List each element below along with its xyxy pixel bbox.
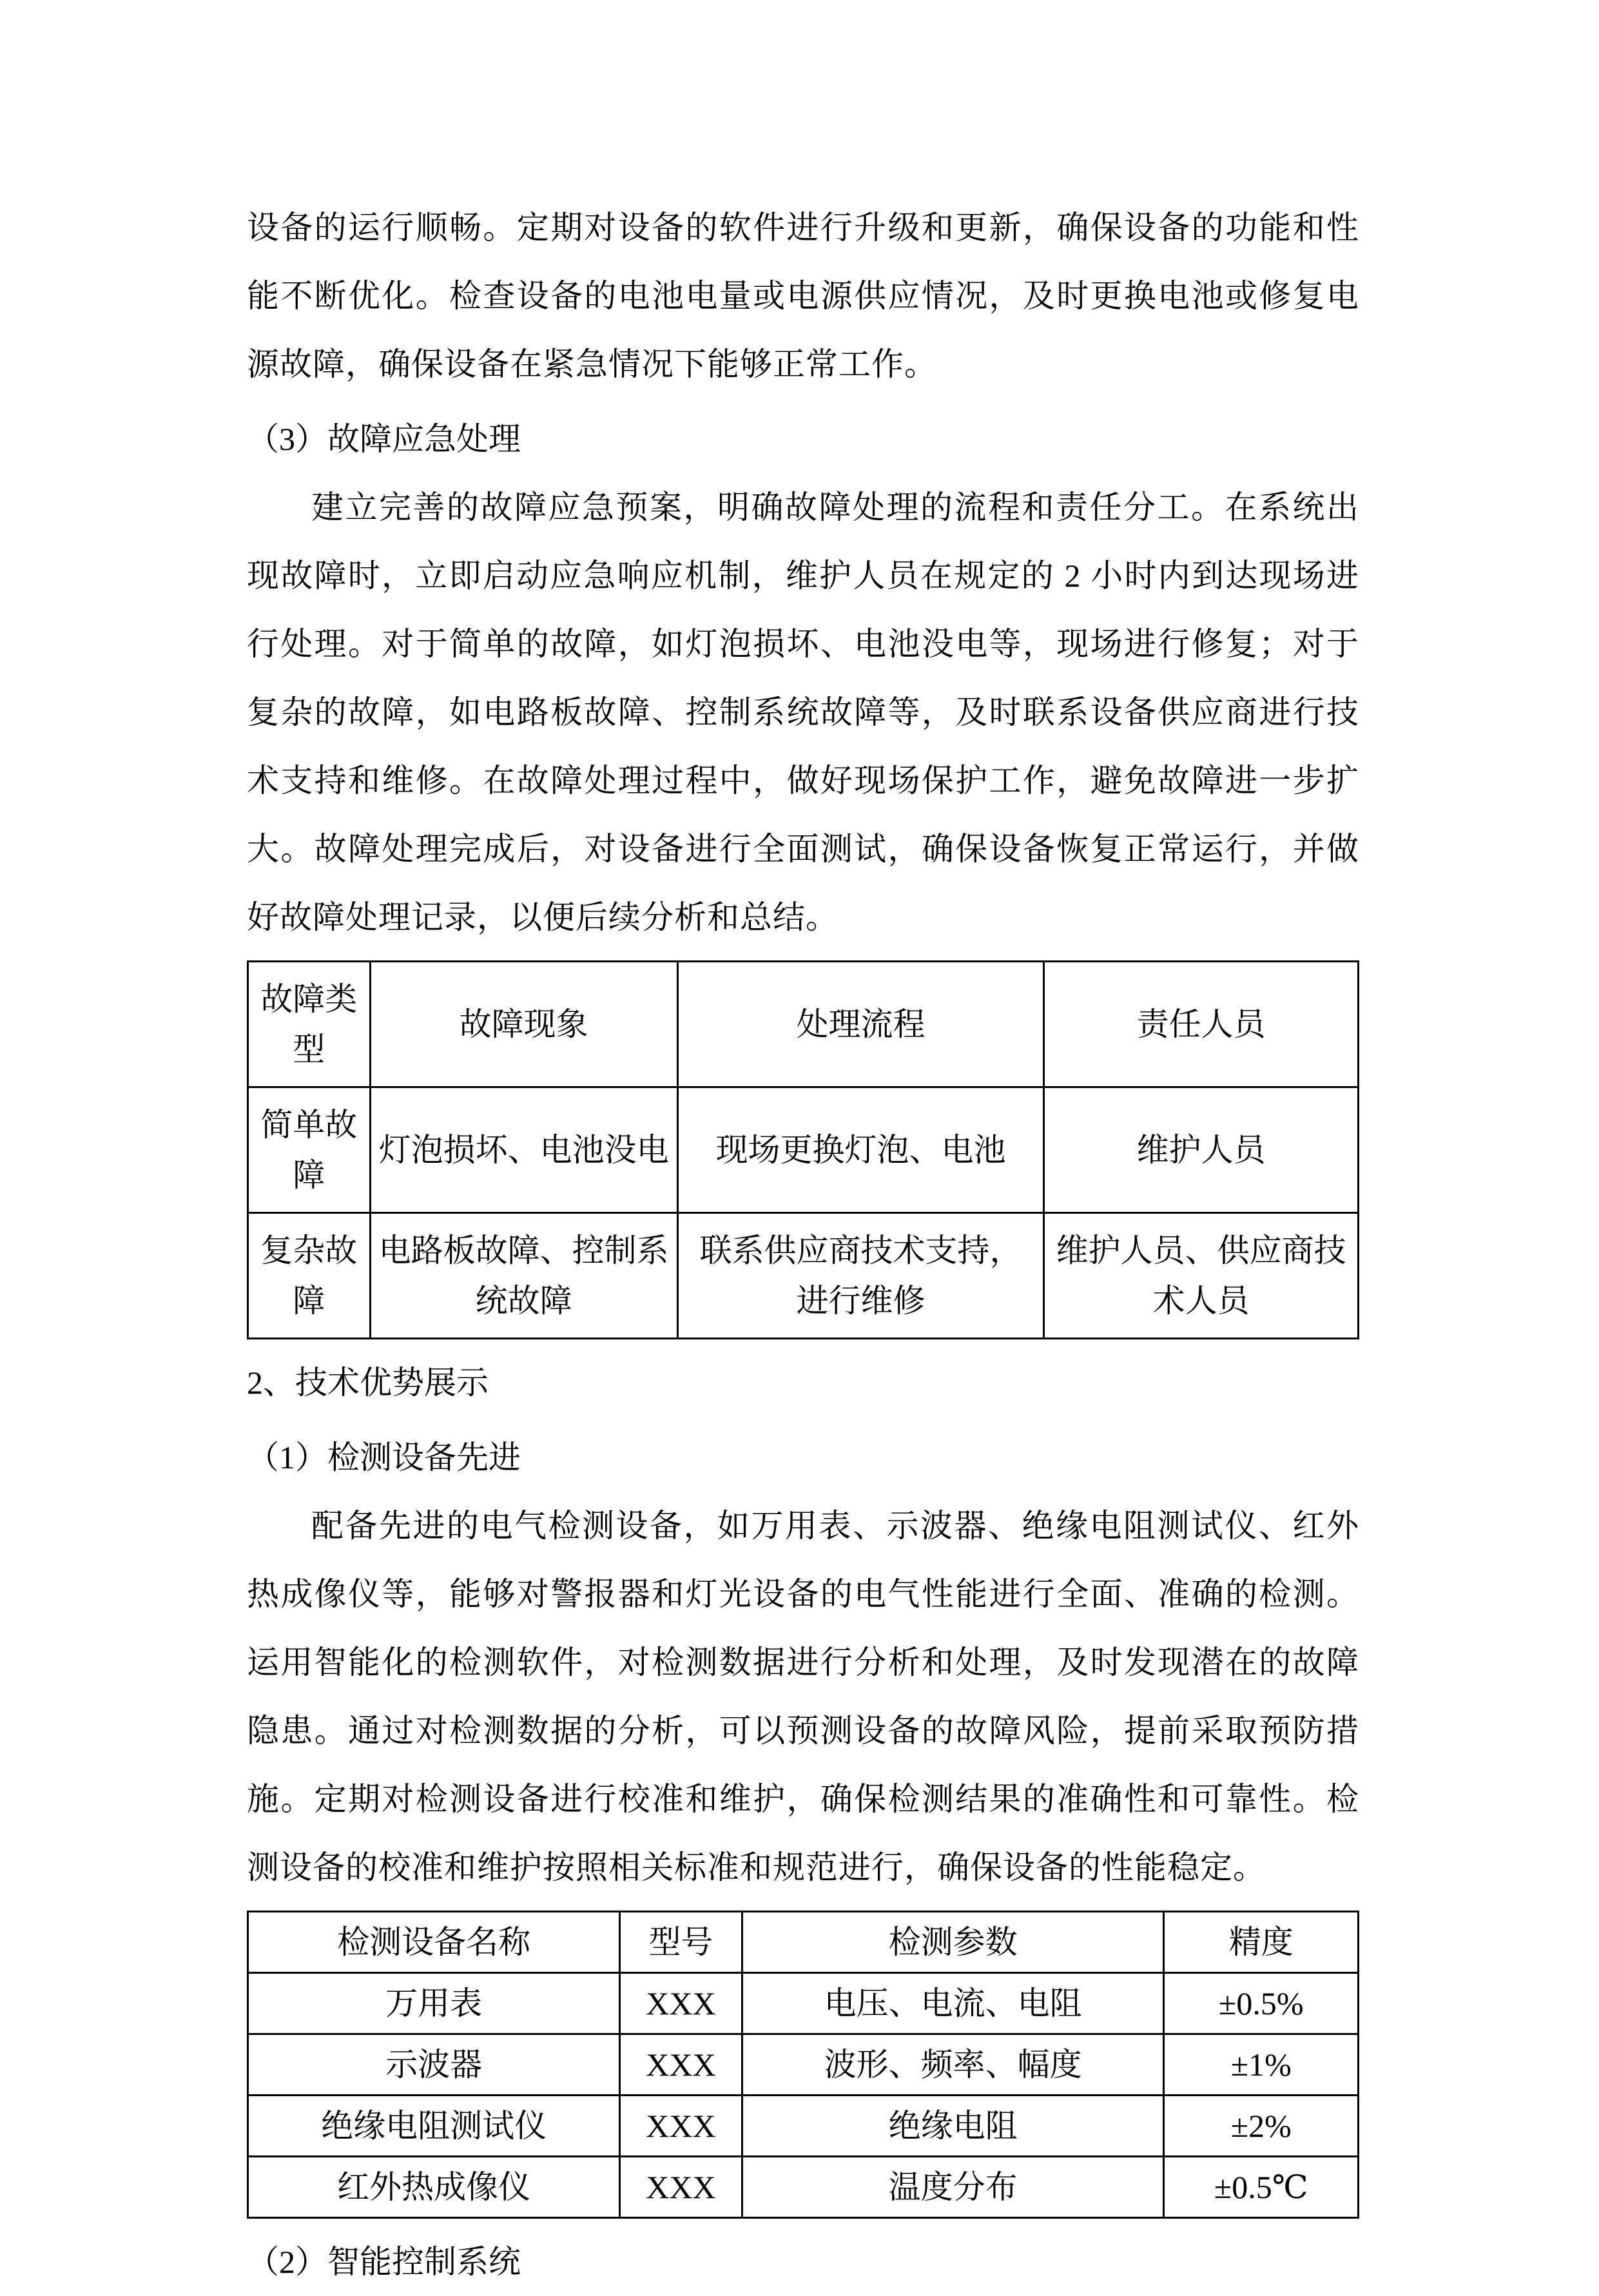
device-table-cell: ±2% xyxy=(1164,2096,1359,2157)
device-table-cell: ±0.5% xyxy=(1164,1973,1359,2034)
device-table-row xyxy=(248,2157,1359,2218)
device-table-cell: 红外热成像仪 xyxy=(248,2157,620,2218)
device-table-header-row xyxy=(248,1912,1359,1973)
fault-handling-table xyxy=(247,960,1359,1339)
fault-table-header-cell: 故障类型 xyxy=(248,962,371,1087)
device-table-cell: XXX xyxy=(620,2157,742,2218)
heading-section2: 2、技术优势展示 xyxy=(247,1365,489,1401)
device-table-cell: ±1% xyxy=(1164,2034,1359,2096)
paragraph-detection-devices: 配备先进的电气检测设备，如万用表、示波器、绝缘电阻测试仪、红外热成像仪等，能够对警报器和灯光设备的电气性能进行全面、准确的检测。运用智能化的检测软件，对检测数据进行分析和处理，及时发现潜在的故障隐患。通过对检测数据的分析，可以预测设备的故障风险，提前采取预防措施。定期对检测设备进行校准和维护，确保检测结果的准确性和可靠性。检测设备的校准和维护按照相关标准和规范进行，确保设备的性能稳定。 xyxy=(247,1508,1359,1885)
device-table-cell: 温度分布 xyxy=(742,2157,1164,2218)
fault-table-header-cell: 处理流程 xyxy=(677,962,1044,1087)
device-table-cell: XXX xyxy=(620,1973,742,2034)
fault-table-cell: 电路板故障、控制系统故障 xyxy=(370,1213,677,1339)
device-table-cell: XXX xyxy=(620,2096,742,2157)
device-table-cell: 绝缘电阻测试仪 xyxy=(248,2096,620,2157)
paragraph-maintenance: 设备的运行顺畅。定期对设备的软件进行升级和更新，确保设备的功能和性能不断优化。检查设备的电池电量或电源供应情况，及时更换电池或修复电源故障，确保设备在紧急情况下能够正常工作。 xyxy=(247,209,1359,382)
fault-table-header-cell: 故障现象 xyxy=(370,962,677,1087)
device-table-row xyxy=(248,2034,1359,2096)
device-table-row xyxy=(248,1973,1359,2034)
device-table-cell: 绝缘电阻 xyxy=(742,2096,1164,2157)
fault-table-cell: 复杂故障 xyxy=(248,1213,371,1339)
device-table-header-cell: 检测参数 xyxy=(742,1912,1164,1973)
fault-table-cell: 简单故障 xyxy=(248,1087,371,1213)
device-table-cell: 波形、频率、幅度 xyxy=(742,2034,1164,2096)
fault-table-cell: 联系供应商技术支持，进行维修 xyxy=(677,1213,1044,1339)
device-table-row xyxy=(248,2096,1359,2157)
fault-table-cell: 维护人员 xyxy=(1044,1087,1359,1213)
detection-device-table xyxy=(247,1911,1359,2219)
device-table-cell: 万用表 xyxy=(248,1973,620,2034)
fault-table-cell: 现场更换灯泡、电池 xyxy=(677,1087,1044,1213)
fault-table-row xyxy=(248,1087,1359,1213)
heading-detection-devices: （1）检测设备先进 xyxy=(247,1439,521,1475)
device-table-header-cell: 精度 xyxy=(1164,1912,1359,1973)
device-table-cell: 示波器 xyxy=(248,2034,620,2096)
device-table-cell: XXX xyxy=(620,2034,742,2096)
device-table-header-cell: 型号 xyxy=(620,1912,742,1973)
device-table-cell: 电压、电流、电阻 xyxy=(742,1973,1164,2034)
fault-table-header-row xyxy=(248,962,1359,1087)
fault-table-row xyxy=(248,1213,1359,1339)
device-table-cell: ±0.5℃ xyxy=(1164,2157,1359,2218)
fault-table-cell: 维护人员、供应商技术人员 xyxy=(1044,1213,1359,1339)
paragraph-fault-emergency: 建立完善的故障应急预案，明确故障处理的流程和责任分工。在系统出现故障时，立即启动应急响应机制，维护人员在规定的 2 小时内到达现场进行处理。对于简单的故障，如灯泡损坏、电池没电等，现场进行修复；对于复杂的故障，如电路板故障、控制系统故障等，及时联系设备供应商进行技术支持和维修。在故障处理过程中，做好现场保护工作，避免故障进一步扩大。故障处理完成后，对设备进行全面测试，确保设备恢复正常运行，并做好故障处理记录，以便后续分析和总结。 xyxy=(247,489,1359,935)
device-table-header-cell: 检测设备名称 xyxy=(248,1912,620,1973)
fault-table-header-cell: 责任人员 xyxy=(1044,962,1359,1087)
heading-smart-control: （2）智能控制系统 xyxy=(247,2244,521,2280)
fault-table-cell: 灯泡损坏、电池没电 xyxy=(370,1087,677,1213)
heading-fault-emergency: （3）故障应急处理 xyxy=(247,421,521,457)
